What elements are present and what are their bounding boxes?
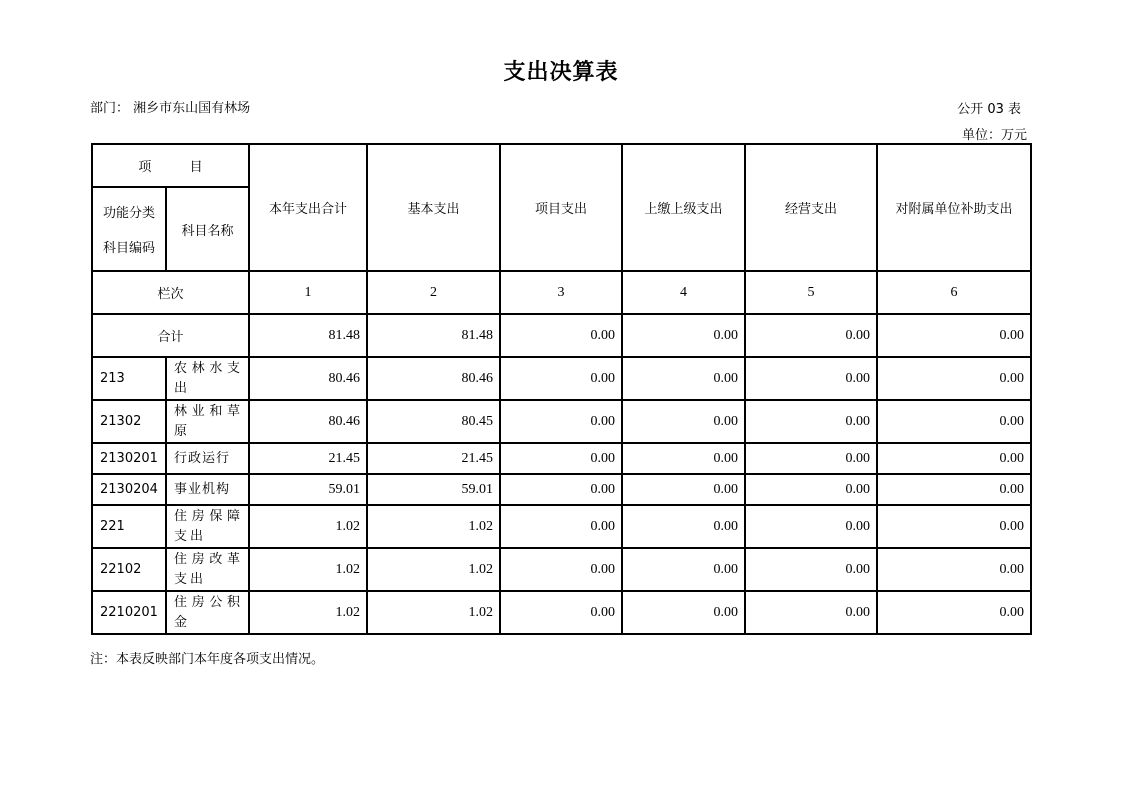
table-row xyxy=(92,505,1031,548)
value-cell: 0.00 xyxy=(622,357,745,400)
subject-name-cell: 事业机构 xyxy=(166,474,249,505)
value-cell: 0.00 xyxy=(877,400,1031,443)
value-cell: 0.00 xyxy=(745,443,877,474)
value-cell: 0.00 xyxy=(622,474,745,505)
function-code-cell: 213 xyxy=(92,357,166,400)
value-cell: 0.00 xyxy=(500,400,622,443)
value-cell: 1.02 xyxy=(249,591,367,634)
value-cell: 1.02 xyxy=(249,505,367,548)
table-row xyxy=(92,357,1031,400)
value-cell: 1.02 xyxy=(249,548,367,591)
value-cell: 0.00 xyxy=(500,443,622,474)
item-header xyxy=(92,144,249,187)
sequence-cell: 6 xyxy=(877,271,1031,314)
table-row xyxy=(92,443,1031,474)
value-cell: 0.00 xyxy=(622,400,745,443)
subject-name-header: 科目名称 xyxy=(166,187,249,271)
header-row-top xyxy=(92,144,1031,187)
value-cell: 0.00 xyxy=(877,505,1031,548)
value-cell: 80.46 xyxy=(367,357,500,400)
sequence-cell: 5 xyxy=(745,271,877,314)
total-cell: 0.00 xyxy=(500,314,622,357)
value-cell: 0.00 xyxy=(500,474,622,505)
table-row xyxy=(92,591,1031,634)
value-cell: 0.00 xyxy=(622,443,745,474)
unit-label: 单位：万元 xyxy=(961,128,1027,143)
sequence-cell: 4 xyxy=(622,271,745,314)
function-code-header xyxy=(92,187,166,271)
table-row xyxy=(92,474,1031,505)
value-cell: 0.00 xyxy=(500,591,622,634)
function-code-header-line-1: 功能分类 xyxy=(102,206,155,221)
item-header-part-1: 项 xyxy=(138,160,152,175)
value-cell: 80.45 xyxy=(367,400,500,443)
value-cell: 0.00 xyxy=(877,357,1031,400)
value-cell: 0.00 xyxy=(877,443,1031,474)
column-header: 本年支出合计 xyxy=(249,144,367,271)
total-cell: 0.00 xyxy=(745,314,877,357)
column-header: 对附属单位补助支出 xyxy=(877,144,1031,271)
value-cell: 0.00 xyxy=(877,548,1031,591)
subject-name-cell: 住房保障支出 xyxy=(166,505,249,548)
column-header: 基本支出 xyxy=(367,144,500,271)
subject-name-cell: 农林水支出 xyxy=(166,357,249,400)
value-cell: 21.45 xyxy=(367,443,500,474)
value-cell: 59.01 xyxy=(249,474,367,505)
footnote: 注：本表反映部门本年度各项支出情况。 xyxy=(90,652,325,667)
function-code-cell: 2130204 xyxy=(92,474,166,505)
subject-name-cell: 林业和草原 xyxy=(166,400,249,443)
value-cell: 0.00 xyxy=(745,357,877,400)
total-cell: 0.00 xyxy=(622,314,745,357)
sequence-label: 栏次 xyxy=(92,271,249,314)
value-cell: 0.00 xyxy=(745,474,877,505)
sequence-row xyxy=(92,271,1031,314)
value-cell: 0.00 xyxy=(622,591,745,634)
total-cell: 81.48 xyxy=(367,314,500,357)
sequence-cell: 3 xyxy=(500,271,622,314)
column-header: 项目支出 xyxy=(500,144,622,271)
value-cell: 21.45 xyxy=(249,443,367,474)
value-cell: 1.02 xyxy=(367,591,500,634)
value-cell: 1.02 xyxy=(367,548,500,591)
subject-name-cell: 住房公积金 xyxy=(166,591,249,634)
function-code-header-line-2: 科目编码 xyxy=(102,241,155,256)
value-cell: 0.00 xyxy=(500,548,622,591)
value-cell: 0.00 xyxy=(622,505,745,548)
expenditure-table xyxy=(91,143,1032,635)
total-row xyxy=(92,314,1031,357)
value-cell: 0.00 xyxy=(500,357,622,400)
value-cell: 80.46 xyxy=(249,357,367,400)
sequence-cell: 2 xyxy=(367,271,500,314)
function-code-cell: 221 xyxy=(92,505,166,548)
page-title: 支出决算表 xyxy=(503,60,619,85)
value-cell: 0.00 xyxy=(745,400,877,443)
function-code-cell: 21302 xyxy=(92,400,166,443)
value-cell: 0.00 xyxy=(877,474,1031,505)
function-code-cell: 2130201 xyxy=(92,443,166,474)
value-cell: 0.00 xyxy=(745,548,877,591)
value-cell: 59.01 xyxy=(367,474,500,505)
form-number: 公开 03 表 xyxy=(957,102,1021,117)
function-code-cell: 22102 xyxy=(92,548,166,591)
value-cell: 0.00 xyxy=(745,591,877,634)
sequence-cell: 1 xyxy=(249,271,367,314)
table-row xyxy=(92,400,1031,443)
column-header: 经营支出 xyxy=(745,144,877,271)
department-label: 部门： 湘乡市东山国有林场 xyxy=(90,101,251,116)
table-row xyxy=(92,548,1031,591)
subject-name-cell: 行政运行 xyxy=(166,443,249,474)
value-cell: 1.02 xyxy=(367,505,500,548)
total-cell: 0.00 xyxy=(877,314,1031,357)
value-cell: 0.00 xyxy=(622,548,745,591)
value-cell: 0.00 xyxy=(500,505,622,548)
item-header-part-2: 目 xyxy=(189,160,203,175)
value-cell: 80.46 xyxy=(249,400,367,443)
total-cell: 81.48 xyxy=(249,314,367,357)
column-header: 上缴上级支出 xyxy=(622,144,745,271)
value-cell: 0.00 xyxy=(877,591,1031,634)
total-label: 合计 xyxy=(92,314,249,357)
function-code-cell: 2210201 xyxy=(92,591,166,634)
value-cell: 0.00 xyxy=(745,505,877,548)
subject-name-cell: 住房改革支出 xyxy=(166,548,249,591)
